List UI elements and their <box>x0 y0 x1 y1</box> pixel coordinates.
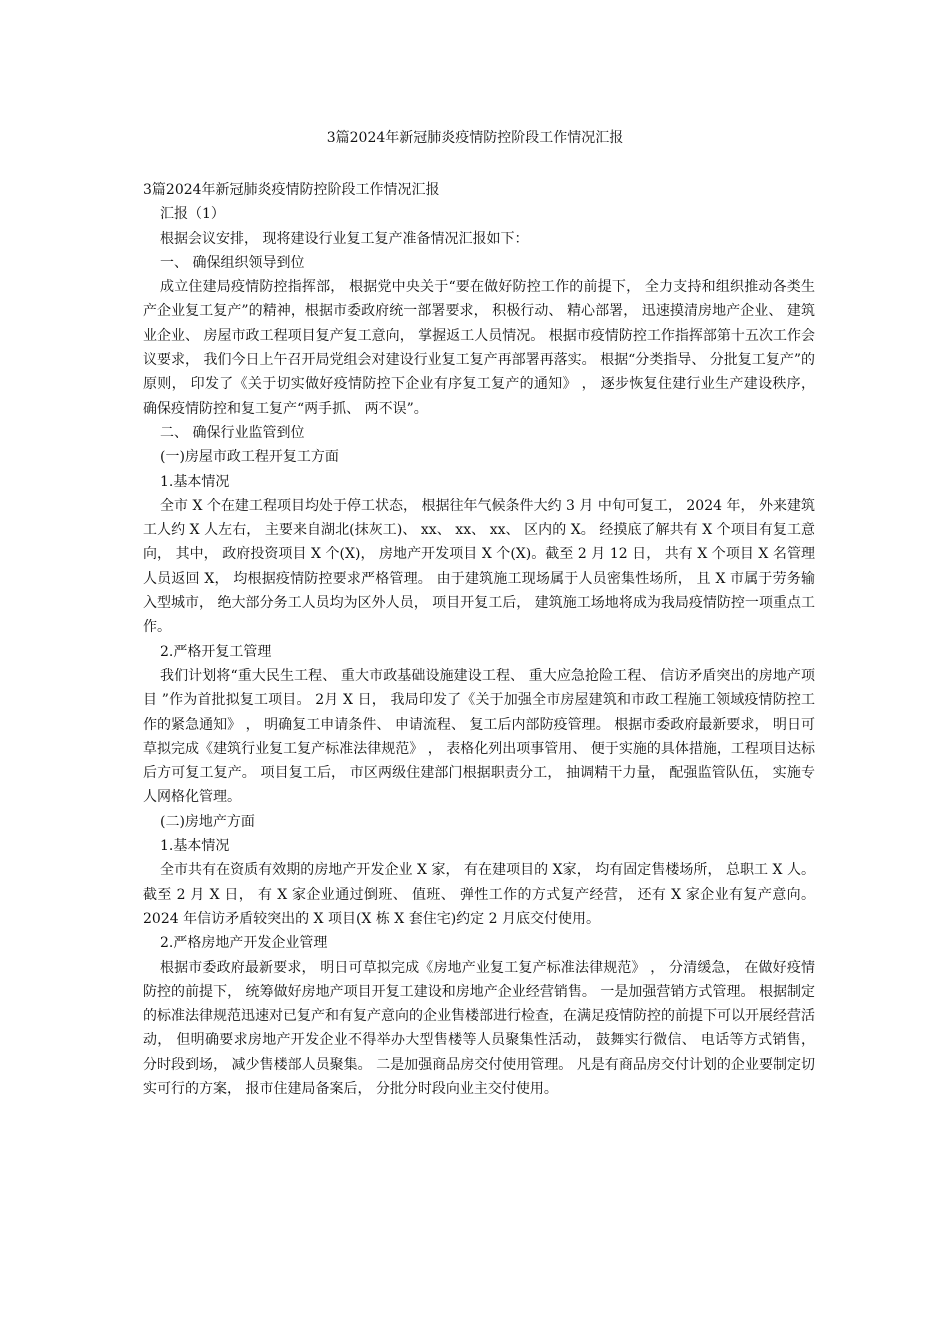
paragraph: 全市 X 个在建工程项目均处于停工状态， 根据往年气候条件大约 3 月 中旬可复工， 2024 年， 外来建筑工人约 X 人左右， 主要来自湖北(抹灰工)、 xx、 xx、 xx、 区内的 X。 经摸底了解共有 X 个项目有复工意向， 其中， 政府投资项目 X 个(X)， 房地产开发项目 X 个(X)。截至 2 月 12 日， 共有 X 个项目 X 名管理人员返回 X， 均根据疫情防控要求严格管理。 由于建筑施工现场属于人员密集性场所， 且 X 市属于劳务输入型城市， 绝大部分务工人员均为区外人员， 项目开复工后， 建筑施工场地将成为我局疫情防控一项重点工作。 <box>143 497 815 636</box>
item-heading: 1.基本情况 <box>160 838 230 855</box>
paragraph: 根据市委政府最新要求， 明日可草拟完成《房地产业复工复产标准法律规范》 ， 分清缓急， 在做好疫情防控的前提下， 统筹做好房地产项目开复工建设和房地产企业经营销售。 一是加强营销方式管理。 根据制定的标准法律规范迅速对已复产和有复产意向的企业售楼部进行检查，在满足疫情防控的前提下可以开展经营活动， 但明确要求房地产开发企业不得举办大型售楼等人员聚集性活动， 鼓舞实行微信、 电话等方式销售， 分时段到场， 减少售楼部人员聚集。 二是加强商品房交付使用管理。 凡是有商品房交付计划的企业要制定切实可行的方案， 报市住建局备案后， 分批分时段向业主交付使用。 <box>143 959 815 1097</box>
document-body <box>143 178 815 1101</box>
item-heading: 1.基本情况 <box>160 473 230 490</box>
document-title: 3篇2024年新冠肺炎疫情防控阶段工作情况汇报 <box>326 130 624 146</box>
subsection-heading: (二)房地产方面 <box>160 813 255 830</box>
section-heading: 一、 确保组织领导到位 <box>160 254 305 271</box>
item-heading: 2.严格房地产开发企业管理 <box>160 935 328 952</box>
item-heading: 2.严格开复工管理 <box>160 643 272 660</box>
paragraph: 我们计划将“重大民生工程、 重大市政基础设施建设工程、 重大应急抢险工程、 信访矛盾突出的房地产项目 ”作为首批拟复工项目。 2月 X 日， 我局印发了《关于加强全市房屋建筑和市政工程施工领域疫情防控工作的紧急通知》 ， 明确复工申请条件、 申请流程、 复工后内部防疫管理。 根据市委政府最新要求， 明日可草拟完成《建筑行业复工复产标准法律规范》 ， 表格化列出项事管用、 便于实施的具体措施，工程项目达标后方可复工复产。 项目复工后， 市区两级住建部门根据职责分工， 抽调精干力量， 配强监管队伍， 实施专人网格化管理。 <box>143 667 815 806</box>
subsection-heading: (一)房屋市政工程开复工方面 <box>160 449 339 466</box>
paragraph: 根据会议安排， 现将建设行业复工复产准备情况汇报如下： <box>160 230 529 247</box>
paragraph: 3篇2024年新冠肺炎疫情防控阶段工作情况汇报 <box>143 182 440 198</box>
paragraph: 全市共有在资质有效期的房地产开发企业 X 家， 有在建项目的 X家， 均有固定售楼场所， 总职工 X 人。 截至 2 月 X 日， 有 X 家企业通过倒班、 值班、 弹性工作的方式复产经营， 还有 X 家企业有复产意向。 2024 年信访矛盾较突出的 X 项目(X 栋 X 套住宅)约定 2 月底交付使用。 <box>143 862 815 927</box>
paragraph: 成立住建局疫情防控指挥部， 根据党中央关于“要在做好防控工作的前提下， 全力支持和组织推动各类生产企业复工复产”的精神，根据市委政府统一部署要求， 积极行动、 精心部署， 迅速摸清房地产企业、 建筑业企业、 房屋市政工程项目复产复工意向， 掌握返工人员情况。 根据市疫情防控工作指挥部第十五次工作会议要求， 我们今日上午召开局党组会对建设行业复工复产再部署再落实。 根据“分类指导、 分批复工复产”的原则， 印发了《关于切实做好疫情防控下企业有序复工复产的通知》 ， 逐步恢复住建行业生产建设秩序， 确保疫情防控和复工复产“两手抓、 两不误”。 <box>143 279 815 417</box>
paragraph: 汇报（1） <box>160 206 225 223</box>
section-heading: 二、 确保行业监管到位 <box>160 424 305 441</box>
